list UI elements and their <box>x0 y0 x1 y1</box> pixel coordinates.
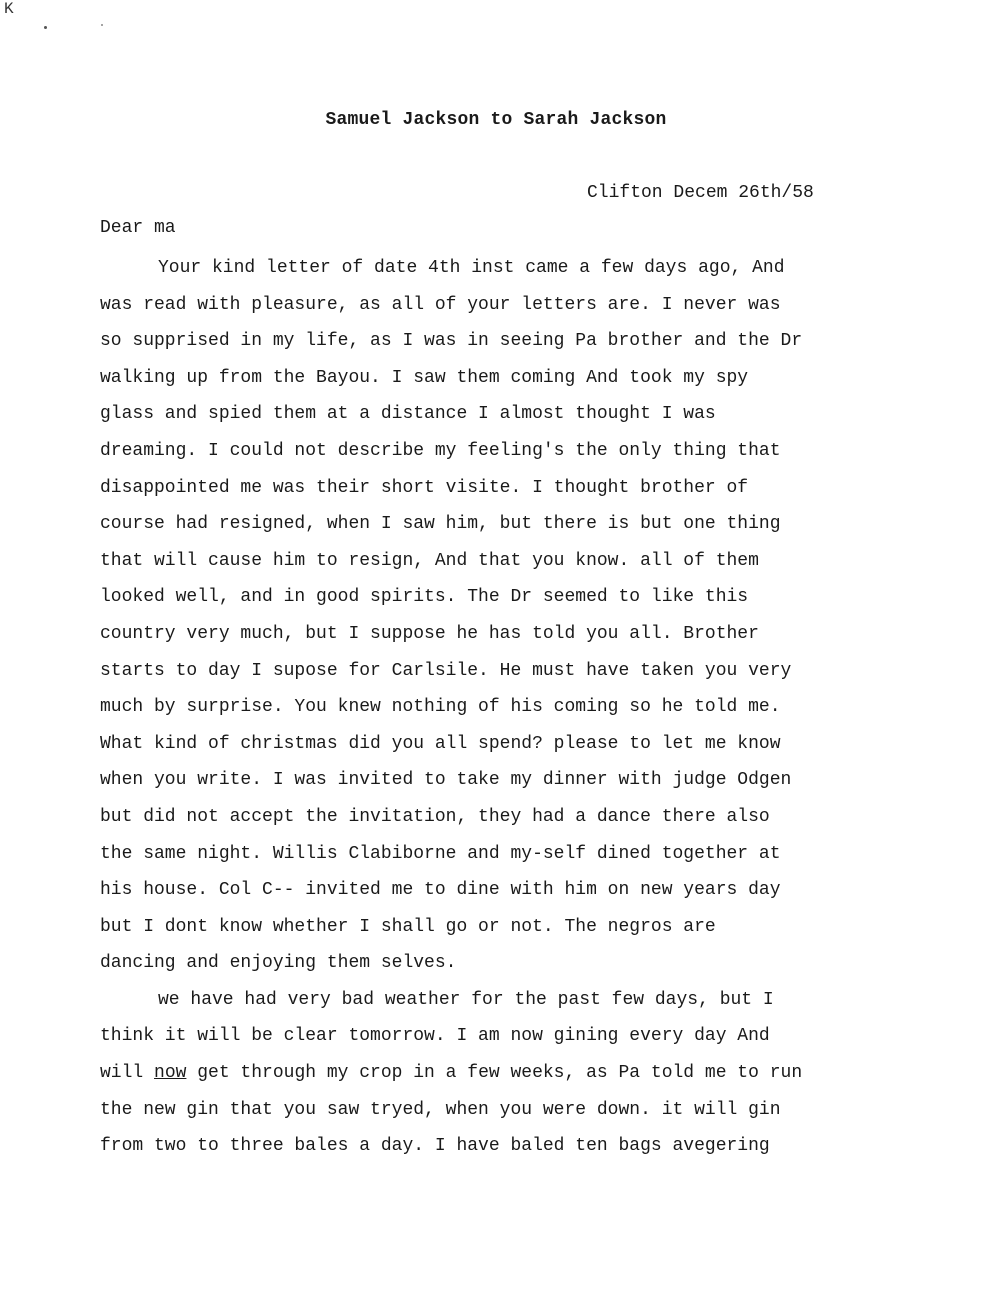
text-line: but did not accept the invitation, they had a dance there also <box>100 806 770 827</box>
letter-body <box>100 255 920 1170</box>
corner-mark: K <box>4 0 14 18</box>
text-line: starts to day I supose for Carlsile. He must have taken you very <box>100 660 792 681</box>
text-segment: get through my crop in a few weeks, as Pa told me to run <box>186 1063 803 1084</box>
text-line: country very much, but I suppose he has told you all. Brother <box>100 623 759 644</box>
letter-dateline: Clifton Decem 26th/58 <box>587 183 814 203</box>
text-line: the same night. Willis Clabiborne and my-self dined together at <box>100 843 781 864</box>
text-line: was read with pleasure, as all of your letters are. I never was <box>100 294 781 315</box>
underlined-word: now <box>154 1063 187 1084</box>
text-line: looked well, and in good spirits. The Dr seemed to like this <box>100 587 749 608</box>
text-line: course had resigned, when I saw him, but there is but one thing <box>100 514 781 535</box>
text-line: walking up from the Bayou. I saw them coming And took my spy <box>100 367 749 388</box>
text-line: we have had very bad weather for the past few days, but I <box>158 989 774 1010</box>
letter-title: Samuel Jackson to Sarah Jackson <box>325 110 667 130</box>
text-line: his house. Col C-- invited me to dine with him on new years day <box>100 880 781 901</box>
text-line: Your kind letter of date 4th inst came a few days ago, And <box>158 258 785 278</box>
text-line-with-underline <box>100 1060 920 1097</box>
text-line: dreaming. I could not describe my feeling's the only thing that <box>100 440 781 461</box>
text-line: What kind of christmas did you all spend? please to let me know <box>100 733 781 754</box>
text-line: the new gin that you saw tryed, when you were down. it will gin <box>100 1099 781 1120</box>
text-line: glass and spied them at a distance I almost thought I was <box>100 404 716 425</box>
text-line: but I dont know whether I shall go or not. The negros are <box>100 916 716 937</box>
text-line: think it will be clear tomorrow. I am now gining every day And <box>100 1026 770 1047</box>
text-line: from two to three bales a day. I have baled ten bags avegering <box>100 1136 770 1157</box>
scan-speck <box>44 26 47 29</box>
text-line: dancing and enjoying them selves. <box>100 953 457 974</box>
text-line: when you write. I was invited to take my dinner with judge Odgen <box>100 770 792 791</box>
text-segment: will <box>100 1063 155 1084</box>
text-line: much by surprise. You knew nothing of his coming so he told me. <box>100 697 781 718</box>
letter-salutation: Dear ma <box>100 218 176 238</box>
text-line: that will cause him to resign, And that you know. all of them <box>100 550 759 571</box>
scan-speck <box>101 24 103 26</box>
text-line: so supprised in my life, as I was in seeing Pa brother and the Dr <box>100 331 803 352</box>
text-line: disappointed me was their short visite. I thought brother of <box>100 477 749 498</box>
